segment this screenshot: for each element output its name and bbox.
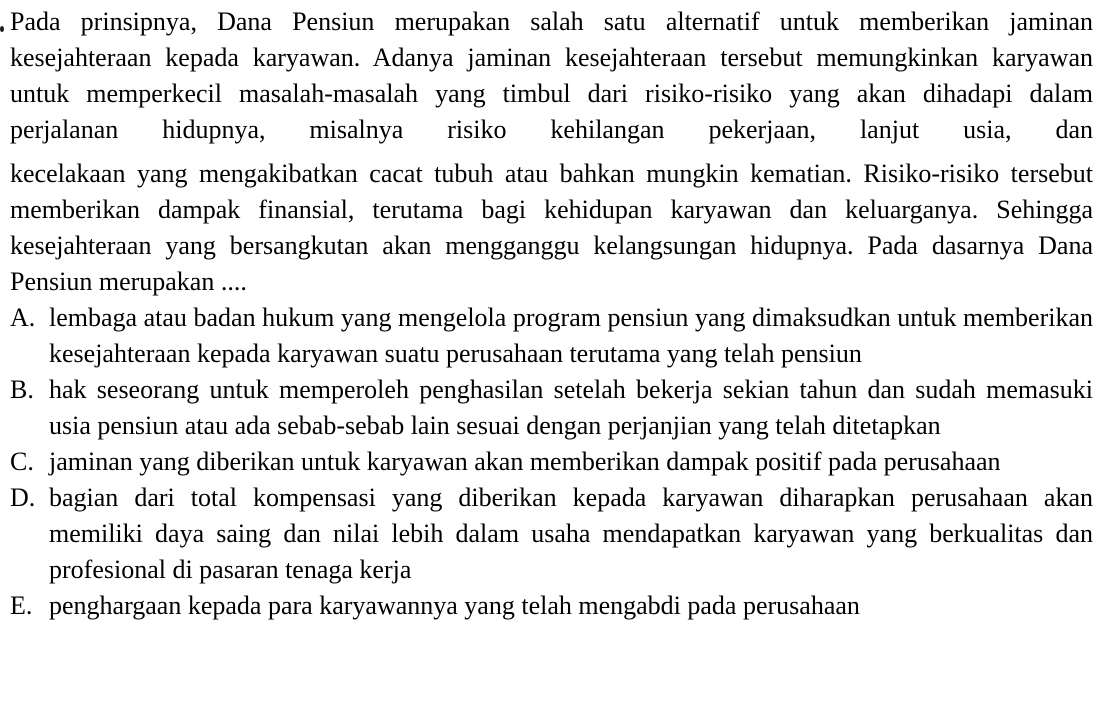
option-d-text: bagian dari total kompensasi yang diberikan kepada karyawan diharapkan perusahaan akan memiliki daya saing dan nilai lebih dalam usaha mendapatkan karyawan yang berkualitas dan profesional di pasaran tenaga kerja [49, 483, 1093, 584]
option-b-text: hak seseorang untuk memperoleh penghasilan setelah bekerja sekian tahun dan sudah memasuki usia pensiun atau ada sebab-sebab lain sesuai dengan perjanjian yang telah ditetapkan [49, 375, 1093, 440]
option-e-text: penghargaan kepada para karyawannya yang telah mengabdi pada perusahaan [49, 591, 860, 620]
question-paragraph-1: Pada prinsipnya, Dana Pensiun merupakan salah satu alternatif untuk memberikan jaminan kesejahteraan kepada karyawan. Adanya jaminan kesejahteraan tersebut memungkinkan karyawan untuk memperkecil masalah-masalah yang timbul dari risiko-risiko yang akan dihadapi dalam perjalanan hidupnya, misalnya risiko kehilangan pekerjaan, lanjut usia, dan [10, 7, 1093, 144]
option-c-text: jaminan yang diberikan untuk karyawan akan memberikan dampak positif pada perusahaan [49, 447, 1001, 476]
option-c-letter: C. [10, 447, 34, 476]
option-a [10, 300, 1093, 372]
option-e [10, 588, 1093, 624]
option-c [10, 444, 1093, 480]
option-a-text: lembaga atau badan hukum yang mengelola program pensiun yang dimaksudkan untuk memberikan kesejahteraan kepada karyawan suatu perusahaan terutama yang telah pensiun [49, 303, 1093, 368]
option-d [10, 480, 1093, 588]
option-a-letter: A. [10, 303, 36, 332]
question-paragraph-2: kecelakaan yang mengakibatkan cacat tubuh atau bahkan mungkin kematian. Risiko-risiko tersebut memberikan dampak finansial, terutama bagi kehidupan karyawan dan keluarganya. Sehingga kesejahteraan yang bersangkutan akan mengganggu kelangsungan hidupnya. Pada dasarnya Dana Pensiun merupakan .... [10, 159, 1093, 296]
option-b-letter: B. [10, 375, 34, 404]
option-d-letter: D. [10, 483, 36, 512]
answer-options-list [10, 300, 1093, 624]
option-e-letter: E. [10, 591, 33, 620]
cropped-list-number-artifact [0, 26, 4, 32]
option-b [10, 372, 1093, 444]
